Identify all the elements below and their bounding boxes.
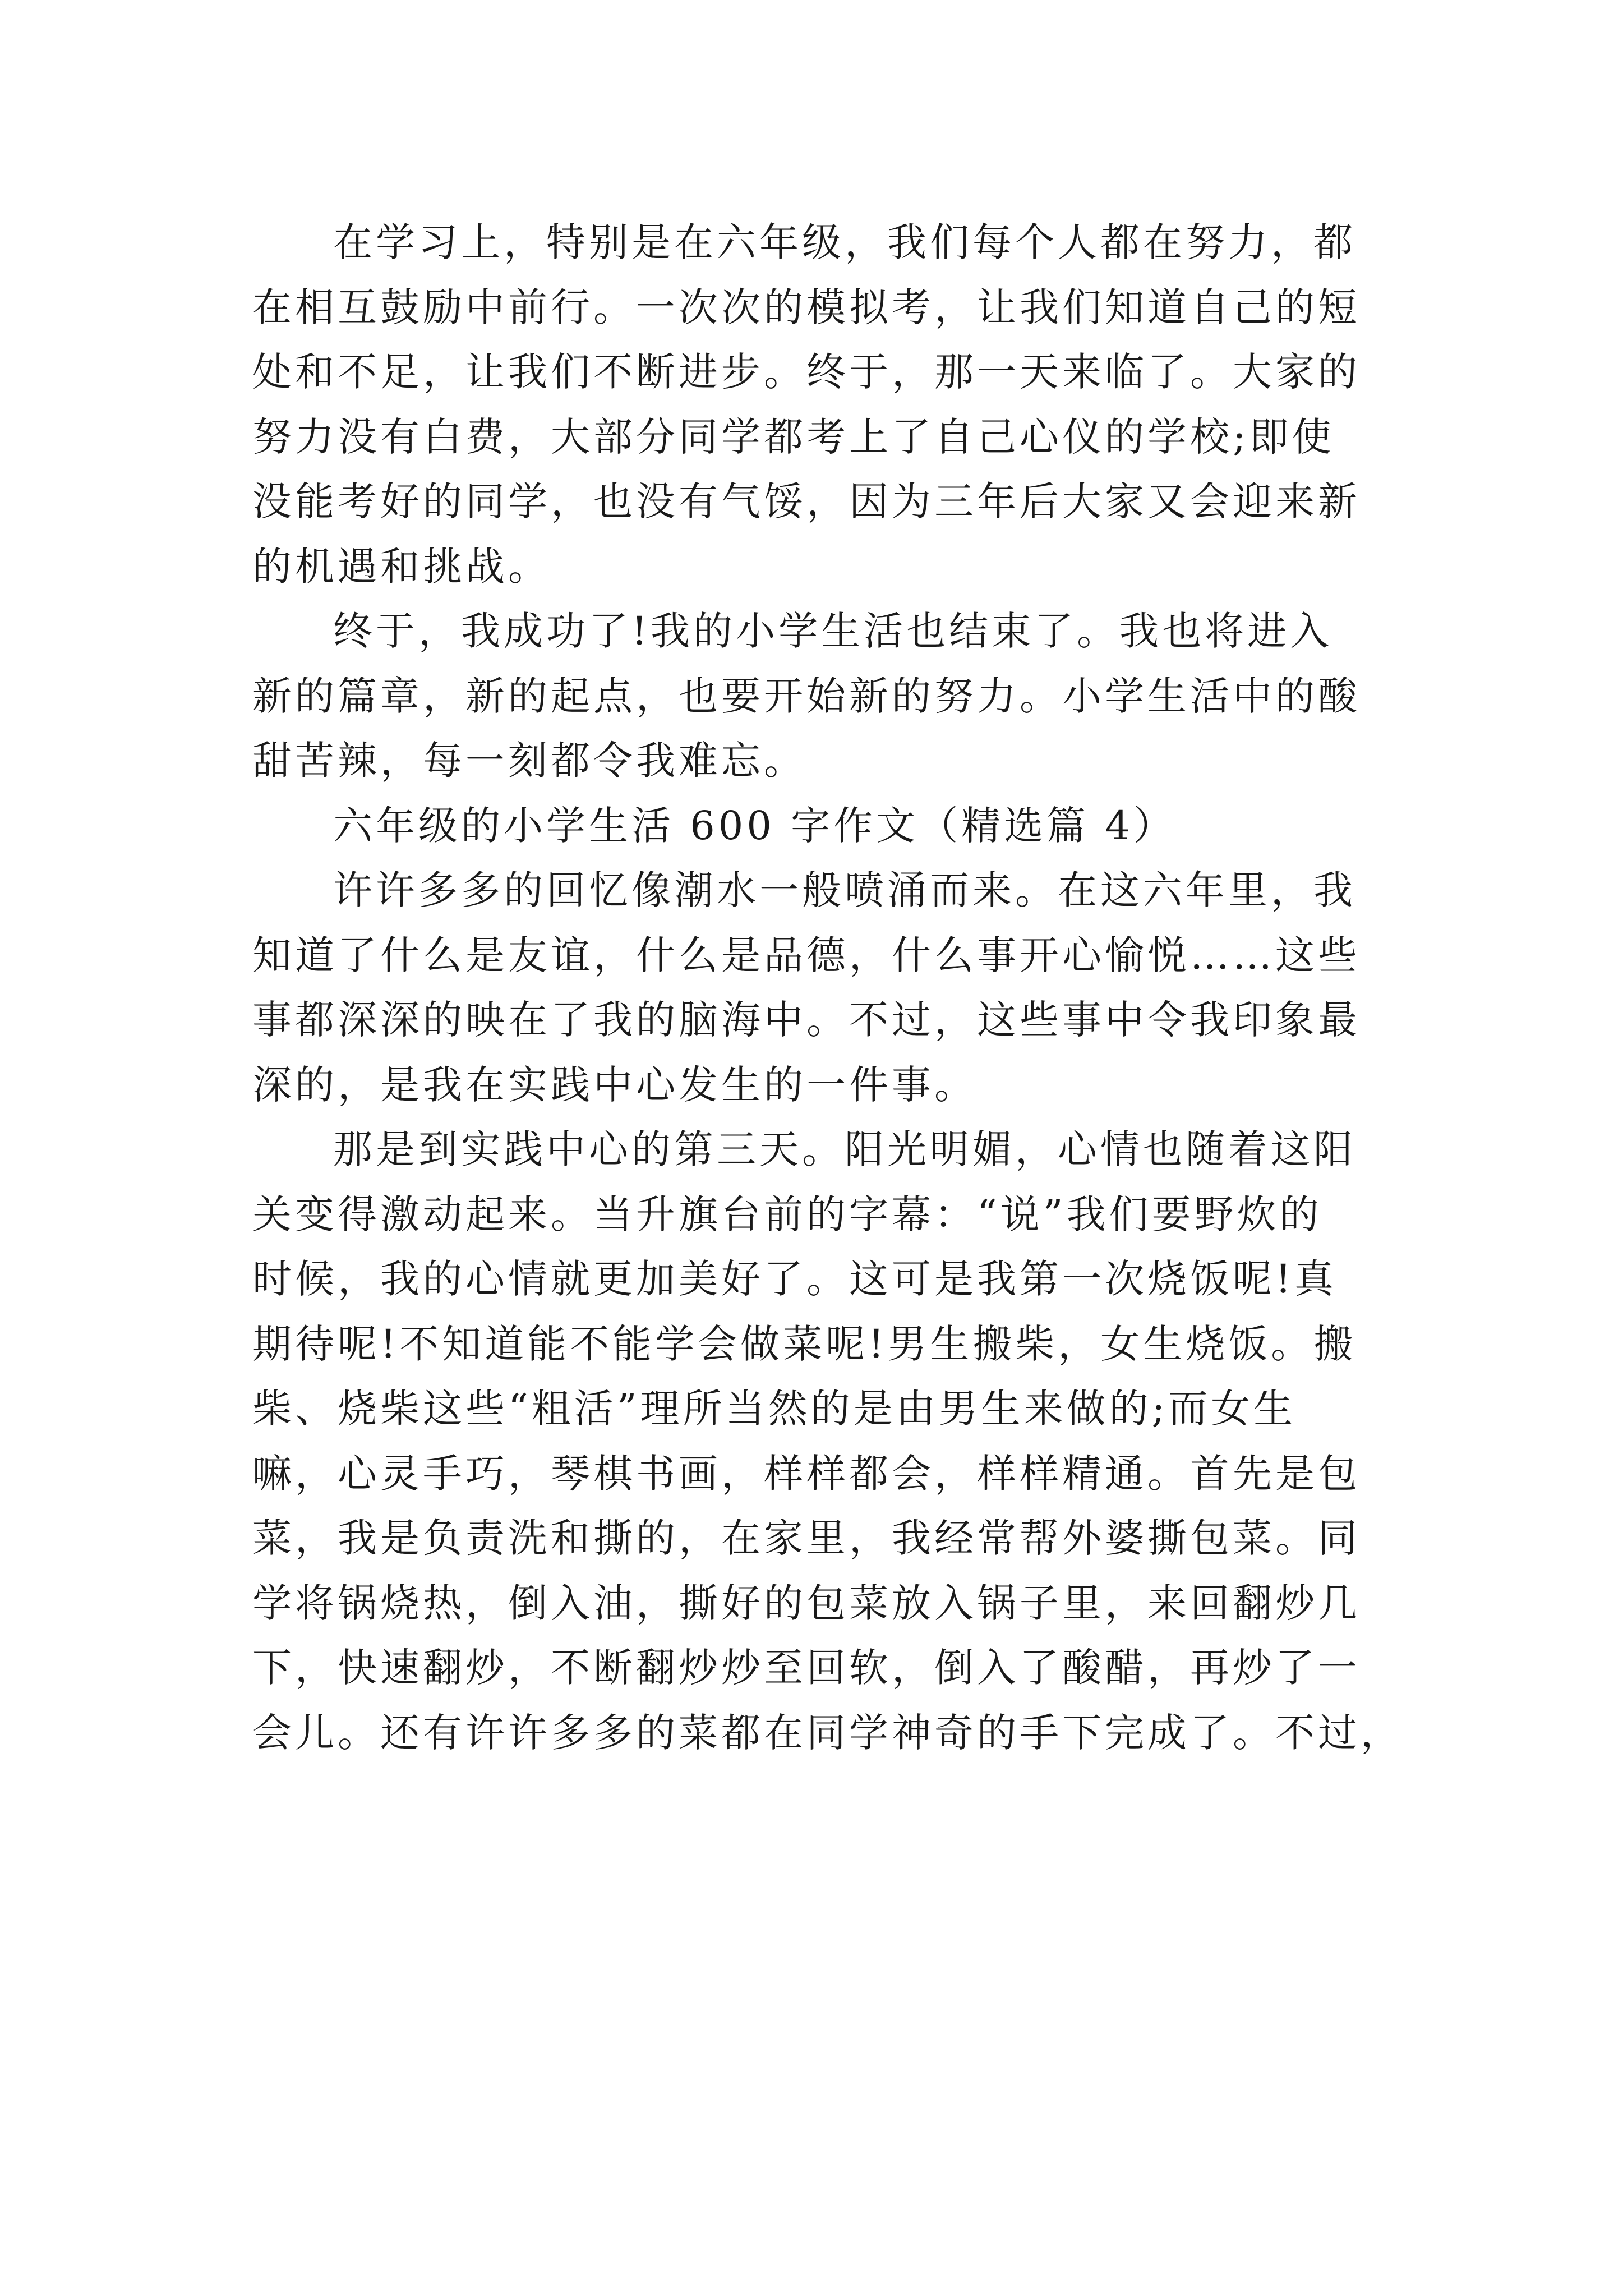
paragraph-line: 的机遇和挑战。: [252, 543, 551, 590]
paragraph-line: 甜苦辣，每一刻都令我难忘。: [252, 738, 806, 784]
paragraph-line: 期待呢!不知道能不能学会做菜呢!男生搬柴，女生烧饭。搬: [252, 1320, 1357, 1367]
paragraph-line: 在相互鼓励中前行。一次次的模拟考，让我们知道自己的短: [252, 284, 1361, 330]
paragraph-line: 时候，我的心情就更加美好了。这可是我第一次烧饭呢!真: [252, 1256, 1338, 1302]
paragraph-line: 会儿。还有许许多多的菜都在同学神奇的手下完成了。不过，: [252, 1709, 1403, 1756]
paragraph-line: 学将锅烧热，倒入油，撕好的包菜放入锅子里，来回翻炒几: [252, 1580, 1361, 1626]
paragraph-line: 下，快速翻炒，不断翻炒炒至回软，倒入了酸醋，再炒了一: [252, 1645, 1361, 1691]
paragraph-line: 知道了什么是友谊，什么是品德，什么事开心愉悦……这些: [252, 932, 1361, 978]
paragraph-line: 在学习上，特别是在六年级，我们每个人都在努力，都: [333, 219, 1356, 265]
paragraph-line: 事都深深的映在了我的脑海中。不过，这些事中令我印象最: [252, 997, 1361, 1043]
paragraph-line: 柴、烧柴这些“粗活”理所当然的是由男生来做的;而女生: [252, 1386, 1297, 1432]
paragraph-line: 嘛，心灵手巧，琴棋书画，样样都会，样样精通。首先是包: [252, 1450, 1361, 1497]
essay-body: [252, 210, 1403, 1765]
paragraph-line: 菜，我是负责洗和撕的，在家里，我经常帮外婆撕包菜。同: [252, 1515, 1361, 1561]
paragraph-line: 新的篇章，新的起点，也要开始新的努力。小学生活中的酸: [252, 673, 1361, 719]
paragraph-line: 那是到实践中心的第三天。阳光明媚，心情也随着这阳: [333, 1126, 1356, 1172]
paragraph-line: 没能考好的同学，也没有气馁，因为三年后大家又会迎来新: [252, 478, 1361, 524]
paragraph-line: 深的，是我在实践中心发生的一件事。: [252, 1061, 977, 1108]
paragraph-line: 处和不足，让我们不断进步。终于，那一天来临了。大家的: [252, 349, 1361, 395]
paragraph-line: 许许多多的回忆像潮水一般喷涌而来。在这六年里，我: [333, 867, 1356, 913]
paragraph-line: 努力没有白费，大部分同学都考上了自己心仪的学校;即使: [252, 413, 1335, 460]
section-title: 六年级的小学生活 600 字作文（精选篇 4）: [333, 802, 1176, 849]
paragraph-line: 关变得激动起来。当升旗台前的字幕：“说”我们要野炊的: [252, 1191, 1322, 1237]
paragraph-line: 终于，我成功了!我的小学生活也结束了。我也将进入: [333, 608, 1333, 654]
